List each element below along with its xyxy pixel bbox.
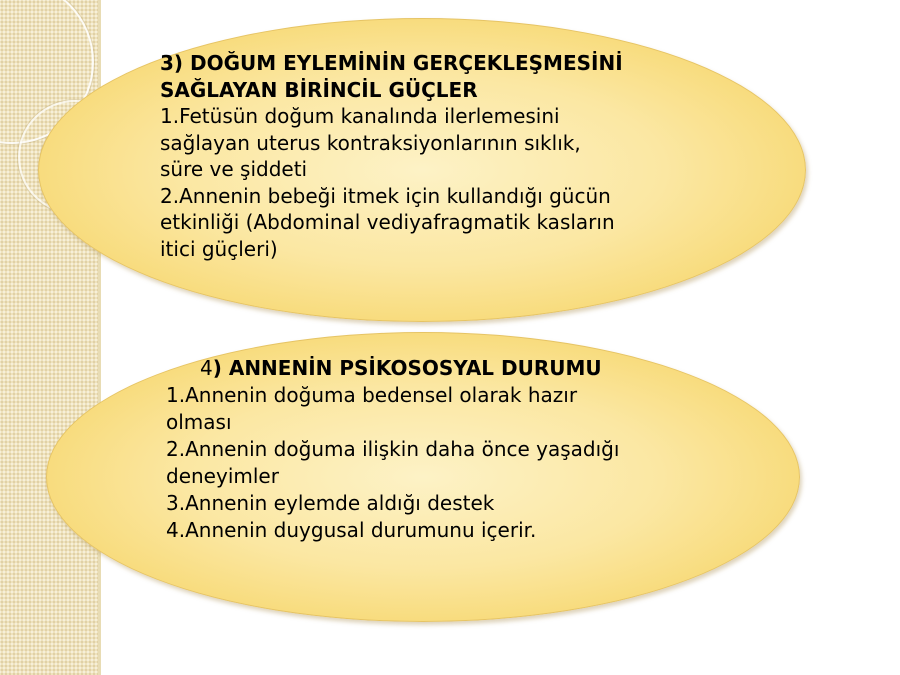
section-4-title-text: ) ANNENİN PSİKOSOSYAL DURUMU [212,356,602,380]
section-3-body-line: süre ve şiddeti [160,157,308,181]
section-4-body-line: deneyimler [166,464,279,488]
section-3-title-line: 3) DOĞUM EYLEMİNİN GERÇEKLEŞMESİNİ [160,51,623,75]
section-4-title [166,355,706,382]
section-3-body-line: 1.Fetüsün doğum kanalında ilerlemesini [160,104,560,128]
section-3-text [160,50,700,262]
section-4-title-number: 4 [200,356,213,380]
section-3-body-line: itici güçleri) [160,236,278,261]
section-4-body-line: 3.Annenin eylemde aldığı destek [166,491,495,515]
section-3-body-line: etkinliği (Abdominal vediyafragmatik kasların [160,210,615,234]
section-4-body-line: 2.Annenin doğuma ilişkin daha önce yaşadığı [166,437,620,461]
section-3-body-line: sağlayan uterus kontraksiyonlarının sıklık, [160,130,581,155]
section-3-body-line: 2.Annenin bebeği itmek için kullandığı gücün [160,183,611,208]
section-3-title-line: SAĞLAYAN BİRİNCİL GÜÇLER [160,77,478,102]
section-4-body-line: 1.Annenin doğuma bedensel olarak hazır [166,383,578,407]
section-4-text [166,355,706,544]
section-4-body-line: 4.Annenin duygusal durumunu içerir. [166,518,537,542]
section-4-body-line: olması [166,410,232,434]
